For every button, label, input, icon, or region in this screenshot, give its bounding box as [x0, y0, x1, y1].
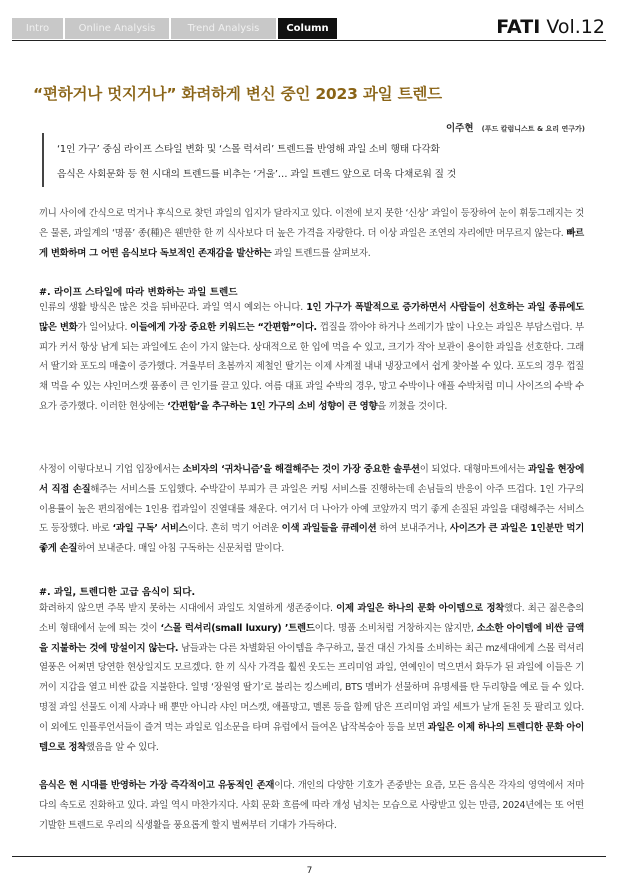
body-text: 을 끼쳤을 것이다. — [377, 400, 448, 412]
body-text: 하여 보내주거나, — [376, 523, 450, 535]
tab-online-analysis[interactable]: Online Analysis — [65, 18, 169, 39]
emphasized-text: 소비자의 ‘귀차니즘’을 해결해주는 것이 가장 중요한 솔루션 — [182, 464, 420, 475]
author-name: 이주현 — [445, 123, 474, 134]
body-text: 하여 보내준다. 매일 아침 구독하는 신문처럼 말이다. — [77, 543, 285, 555]
body-text: 이다. 흔히 먹기 어려운 — [187, 523, 282, 535]
emphasized-text: 이색 과일들을 큐레이션 — [281, 523, 377, 535]
emphasized-text: 사이즈가 큰 과일은 1인분만 먹기 좋게 손질 — [39, 523, 585, 555]
body-text: 사정이 이렇다보니 기업 입장에서는 — [39, 464, 183, 475]
premium-paragraph — [39, 599, 584, 757]
emphasized-text: 과일은 이제 하나의 트렌디한 문화 아이템으로 정착 — [39, 721, 584, 753]
emphasized-text: 이제 과일은 하나의 문화 아이템으로 정착 — [336, 603, 505, 614]
page-number: 7 — [306, 866, 313, 876]
lifestyle-paragraph-2 — [39, 460, 584, 559]
author-byline — [446, 116, 585, 135]
emphasized-text: 1인 가구가 폭발적으로 증가하면서 사람들이 선호하는 과일 종류에도 많은 변화 — [39, 302, 584, 333]
article-summary — [42, 133, 456, 187]
body-text: 이다. 명품 소비처럼 거창하지는 않지만, — [314, 622, 477, 634]
body-text: 화려하지 않으면 주목 받지 못하는 시대에서 과일도 치열하게 생존중이다. — [39, 603, 337, 614]
section-tabs — [12, 18, 339, 39]
footer-divider — [12, 856, 606, 857]
summary-line: ‘1인 가구’ 중심 라이프 스타일 변화 및 ‘스몰 럭셔리’ 트렌드를 반영해 과일 소비 행태 다각화 — [57, 144, 440, 155]
section-heading-premium: #. 과일, 트렌디한 고급 음식이 되다. — [39, 587, 196, 598]
brand-name: FATI — [496, 16, 541, 38]
emphasized-text: 소소한 아이템에 비싼 금액을 지불하는 것에 망설이지 않는다. — [39, 622, 584, 654]
emphasized-text: 음식은 현 시대를 반영하는 가장 즉각적이고 유동적인 존재 — [39, 780, 275, 791]
emphasized-text: 과일을 현장에서 직접 손질 — [39, 464, 584, 495]
body-text: 껍질을 깎아야 하거나 쓰레기가 많이 나오는 과일은 부담스럽다. 부피가 커서 항상 남게 되는 과일에도 손이 가지 않는다. 상대적으로 한 입에 먹을 수 있고, 크기가 작아 보관이 용이한 과일을 선호한다. 그래서 딸기와 포도의 매출이 증가했다. 겨울부터 초봄까지 제철인 딸기는 이제 사계절 내내 냉장고에서 쉽게 찾아볼 수 있다. 포도의 경우 껍질 채 먹을 수 있는 샤인머스캣 품종이 큰 인기를 끌고 있다. 여름 대표 과일 수박의 경우, 망고 수박이나 애플 수박처럼 미니 사이즈의 수박 수요가 증가했다. 이러한 현상에는 — [39, 321, 584, 412]
tab-column[interactable]: Column — [278, 18, 337, 39]
emphasized-text: 빠르게 변화하며 그 어떤 음식보다 독보적인 존재감을 발산하는 — [39, 227, 584, 259]
header-divider — [12, 40, 606, 41]
body-text: 끼니 사이에 간식으로 먹거나 후식으로 찾던 과일의 입지가 달라지고 있다. 이전에 보지 못한 ‘신상’ 과일이 등장하여 눈이 휘둥그레지는 것은 물론, 과일계의 ‘명품’ 종(種)은 웬만한 한 끼 식사보다 더 높은 가격을 자랑한다. 더 이상 과일은 조연의 자리에만 머무르지 않는다. — [39, 208, 584, 239]
lifestyle-paragraph-1 — [39, 298, 584, 417]
brand-issue: Vol.12 — [546, 16, 605, 38]
body-text: 남들과는 다른 차별화된 아이템을 추구하고, 물건 대신 가치를 소비하는 최근 mz세대에게 스몰 럭셔리 열풍은 어쩌면 당연한 현상일지도 모르겠다. 한 끼 식사 가격을 훨씬 웃도는 프리미엄 과일, 연예인이 먹으면서 화두가 된 과일에 이들은 기꺼이 지갑을 열고 비싼 값을 지불한다. 일명 ‘장원영 딸기’로 불리는 킹스베리, BTS 멤버가 선물하며 유명세를 탄 두리향을 예로 들 수 있다. 명절 과일 선물도 이제 사과나 배 뿐만 아니라 샤인 머스캣, 애플망고, 멜론 등을 함께 담은 프리미엄 과일 세트가 날개 돋친 듯 팔리고 있다. 이 외에도 인플루언서들이 즐겨 먹는 과일로 입소문을 타며 유럽에서 들여온 납작복숭아 등을 보면 — [39, 642, 584, 733]
body-text: 이 되었다. 대형마트에서는 — [419, 464, 528, 475]
body-text: 했다. 최근 젊은층의 소비 형태에서 눈에 띄는 것이 — [39, 603, 584, 634]
conclusion-paragraph — [39, 776, 584, 835]
summary-line: 음식은 사회문화 등 현 시대의 트렌드를 비추는 ‘거울’… 과일 트렌드 앞으로 더욱 다채로워 질 것 — [57, 169, 456, 180]
emphasized-text: ‘과일 구독’ 서비스 — [112, 523, 188, 535]
magazine-brand — [496, 16, 605, 38]
author-role: (푸드 칼럼니스트 & 요리 연구가) — [481, 125, 585, 133]
section-heading-lifestyle: #. 라이프 스타일에 따라 변화하는 과일 트렌드 — [39, 287, 238, 298]
emphasized-text: 이들에게 가장 중요한 키워드는 “간편함”이다. — [130, 321, 317, 333]
tab-trend-analysis[interactable]: Trend Analysis — [171, 18, 276, 39]
emphasized-text: ‘스몰 럭셔리(small luxury) ’트렌드 — [160, 622, 315, 634]
body-text: 했음을 알 수 있다. — [86, 741, 159, 753]
emphasized-text: ‘간편함’을 추구하는 1인 가구의 소비 성향이 큰 영향 — [167, 400, 378, 412]
body-text: 해주는 서비스를 도입했다. 수박같이 부피가 큰 과일은 커팅 서비스를 진행하는데 손님들의 반응이 아주 뜨겁다. 1인 가구의 이용률이 높은 편의점에는 1인용 컵과일이 진열대를 채운다. 여기서 더 나아가 아예 코앞까지 먹기 좋게 손질된 과일을 대령해주는 서비스도 등장했다. 바로 — [39, 483, 584, 535]
body-text: 과일 트렌드를 살펴보자. — [271, 247, 371, 259]
body-text: 이다. 개인의 다양한 기호가 존중받는 요즘, 모든 음식은 각자의 영역에서 저마다의 속도로 진화하고 있다. 과일 역시 마찬가지다. 사회 문화 흐름에 따라 개성 넘치는 모습으로 사랑받고 있는 만큼, 2024년에는 또 어떤 기발한 트렌드로 우리의 식생활을 풍요롭게 할지 벌써부터 기대가 가득하다. — [39, 780, 584, 831]
tab-intro[interactable]: Intro — [12, 18, 63, 39]
article-title: “편하거나 멋지거나” 화려하게 변신 중인 2023 과일 트렌드 — [33, 85, 442, 103]
intro-paragraph — [39, 204, 584, 263]
body-text: 인류의 생활 방식은 많은 것을 뒤바꾼다. 과일 역시 예외는 아니다. — [39, 302, 307, 313]
body-text: 가 일어났다. — [77, 321, 131, 333]
